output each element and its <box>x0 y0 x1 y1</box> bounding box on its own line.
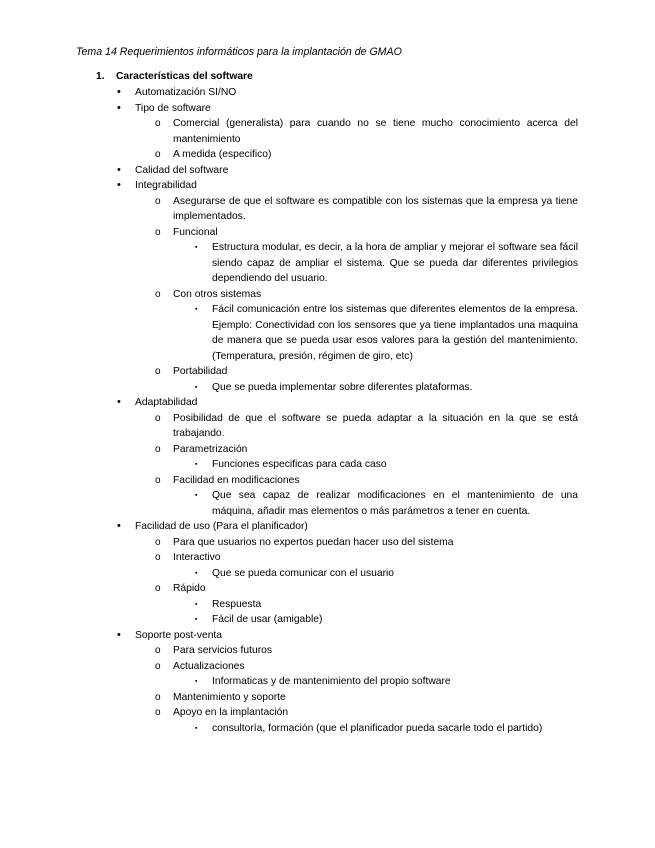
bullet-marker-level2: o <box>155 583 161 594</box>
bullet-marker-level3: ▪ <box>195 244 198 251</box>
section-number: 1. <box>96 71 105 82</box>
section-heading: Características del software <box>116 71 253 82</box>
bullet-marker-level2: o <box>155 536 161 548</box>
list-item-level3: Fácil comunicación entre los sistemas que diferentes elementos de la empresa. Ejemplo: Conectividad con los sensores que ya tiene implantados una maquina de manera que se pueda usar esos valores para la gestión del mantenimiento. (Temperatura, presión, régimen de giro, etc) <box>212 304 578 362</box>
bullet-marker-level1: • <box>117 163 121 176</box>
list-item-level3: Que sea capaz de realizar modificaciones en el mantenimiento de una máquina, añadir mas elementos o más parámetros a tener en cuenta. <box>212 490 578 517</box>
list-item-level2: Con otros sistemas <box>173 288 262 300</box>
list-item-level2: Interactivo <box>173 552 221 563</box>
list-item-level2: Posibilidad de que el software se pueda adaptar a la situación en la que se está trabajando. <box>173 412 578 439</box>
bullet-marker-level2: o <box>155 288 161 300</box>
bullet-marker-level2: o <box>155 645 161 656</box>
list-item-level2: Parametrización <box>173 443 248 455</box>
list-item-level3: Estructura modular, es decir, a la hora de ampliar y mejorar el software sea fácil siendo capaz de ampliar el sistema. Que se pueda dar diferentes privilegios dependiendo del usuario. <box>212 242 578 284</box>
list-item-level3: Respuesta <box>212 598 262 610</box>
list-item-level2: Para que usuarios no expertos puedan hacer uso del sistema <box>173 536 454 548</box>
document-title: Tema 14 Requerimientos informáticos para la implantación de GMAO <box>76 46 402 58</box>
list-item-level1: Tipo de software <box>135 102 211 114</box>
list-item-level3: Informaticas y de mantenimiento del propio software <box>212 676 451 687</box>
list-item-level3: Que se pueda implementar sobre diferentes plataformas. <box>212 381 473 393</box>
bullet-marker-level3: ▪ <box>195 306 198 313</box>
list-item-level1: Automatización SI/NO <box>135 87 237 98</box>
bullet-marker-level2: o <box>155 691 161 703</box>
bullet-marker-level2: o <box>155 149 161 160</box>
bullet-marker-level3: ▪ <box>195 461 198 468</box>
bullet-marker-level2: o <box>155 474 161 486</box>
list-item-level2: Facilidad en modificaciones <box>173 474 300 486</box>
list-item-level1: Soporte post-venta <box>135 629 223 641</box>
list-item-level1: Integrabilidad <box>135 180 197 191</box>
bullet-marker-level3: ▪ <box>195 616 198 623</box>
list-item-level2: Para servicios futuros <box>173 645 273 656</box>
list-item-level3: Que se pueda comunicar con el usuario <box>212 567 395 579</box>
bullet-marker-level3: ▪ <box>195 678 198 685</box>
bullet-marker-level1: • <box>117 101 121 114</box>
bullet-marker-level2: o <box>155 412 161 424</box>
list-item-level3: Funciones especificas para cada caso <box>212 459 387 470</box>
list-item-level3: Fácil de usar (amigable) <box>212 614 323 625</box>
list-item-level1: Adaptabilidad <box>135 397 198 408</box>
list-item-level2: A medida (especifico) <box>173 149 272 160</box>
bullet-marker-level3: ▪ <box>195 724 198 732</box>
list-item-level2: Apoyo en la implantación <box>173 707 289 718</box>
bullet-marker-level2: o <box>155 443 161 455</box>
list-item-level2: Rápido <box>173 583 206 594</box>
bullet-marker-level2: o <box>155 366 161 377</box>
bullet-marker-level2: o <box>155 118 161 129</box>
bullet-marker-level1: • <box>117 628 121 641</box>
list-item-level1: Calidad del software <box>135 164 229 176</box>
list-item-level2: Funcional <box>173 226 218 238</box>
bullet-marker-level1: • <box>117 396 121 408</box>
list-item-level2: Mantenimiento y soporte <box>173 691 286 703</box>
bullet-marker-level1: • <box>117 179 121 191</box>
bullet-marker-level2: o <box>155 195 161 207</box>
list-item-level2: Actualizaciones <box>173 660 245 672</box>
list-item-level2: Portabilidad <box>173 366 228 377</box>
bullet-marker-level1: • <box>117 86 121 98</box>
bullet-marker-level3: ▪ <box>195 383 198 391</box>
bullet-marker-level3: ▪ <box>195 569 198 577</box>
bullet-marker-level2: o <box>155 707 161 718</box>
bullet-marker-level2: o <box>155 552 161 563</box>
list-item-level2: Asegurarse de que el software es compatible con los sistemas que la empresa ya tiene implementados. <box>173 195 578 222</box>
list-item-level3: consultoría, formación (que el planificador pueda sacarle todo el partido) <box>212 722 543 734</box>
bullet-marker-level3: ▪ <box>195 600 198 608</box>
list-item-level2: Comercial (generalista) para cuando no se tiene mucho conocimiento acerca del mantenimiento <box>173 118 578 145</box>
bullet-marker-level2: o <box>155 660 161 672</box>
bullet-marker-level2: o <box>155 226 161 238</box>
list-item-level1: Facilidad de uso (Para el planificador) <box>135 521 308 532</box>
bullet-marker-level3: ▪ <box>195 492 198 499</box>
bullet-marker-level1: • <box>117 520 121 532</box>
